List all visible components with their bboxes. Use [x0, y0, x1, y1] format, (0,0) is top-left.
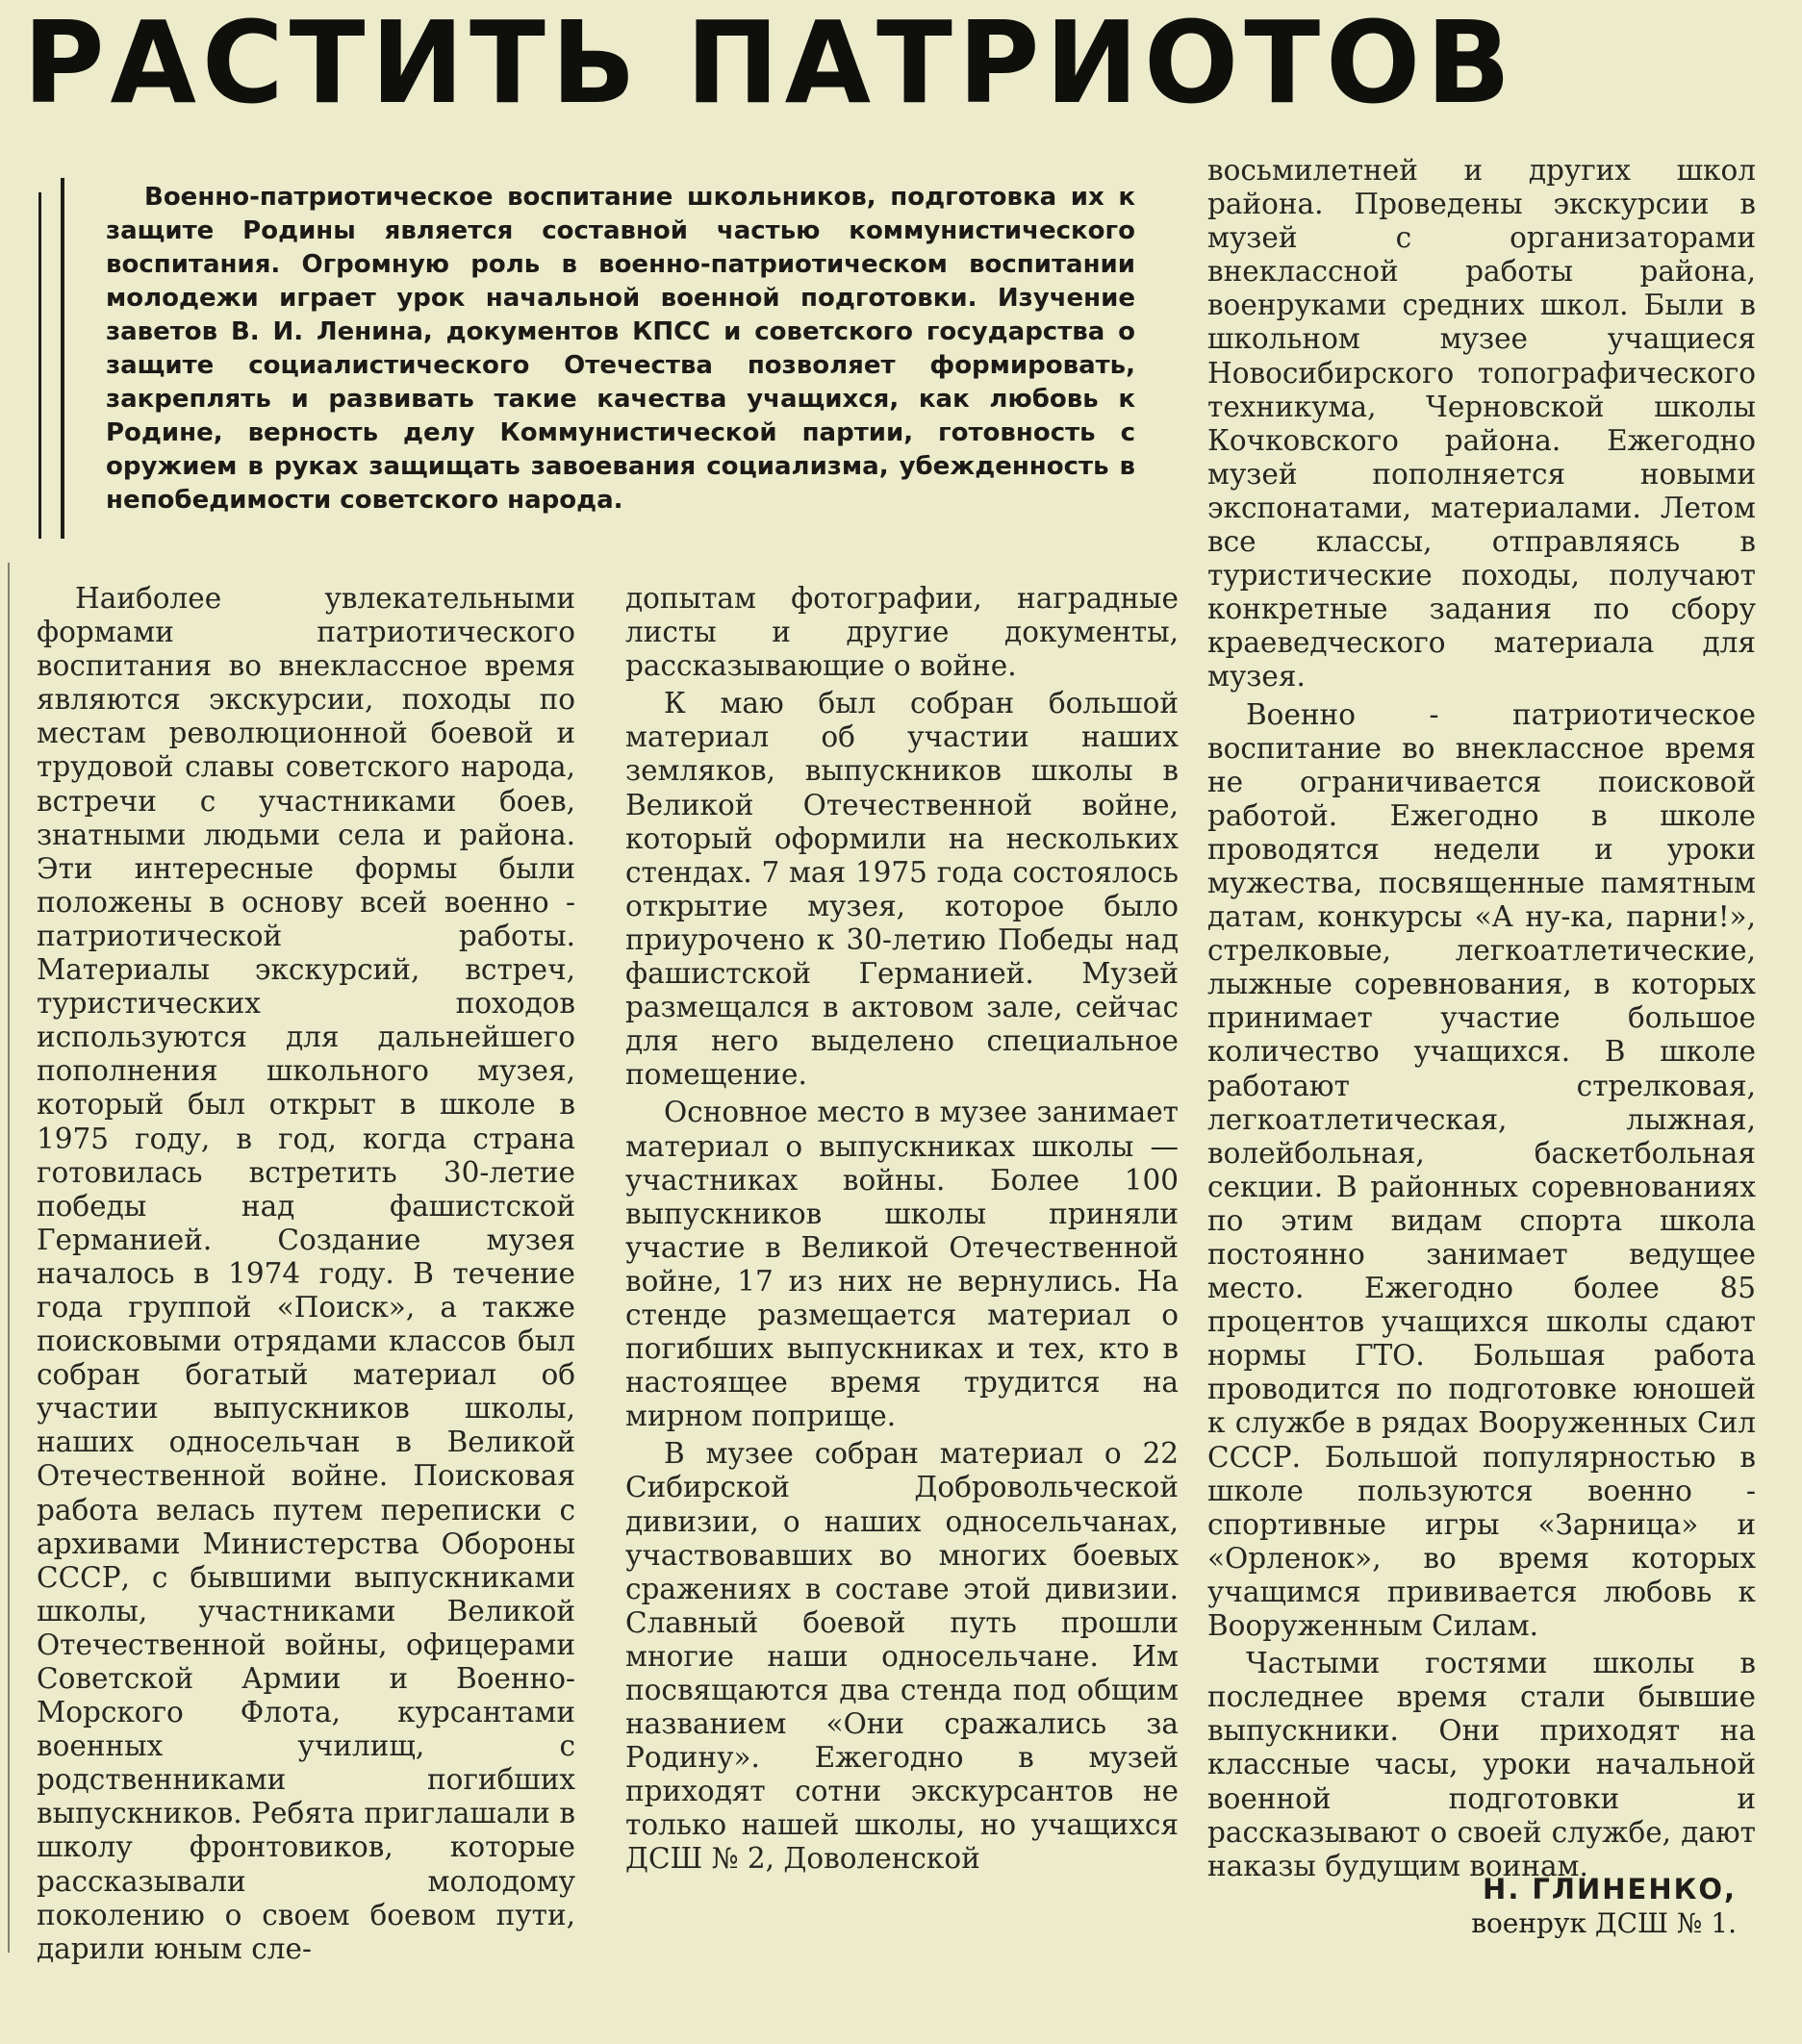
column3-paragraph: Военно - патриотическое воспитание во внеклассное время не ограничивается поисковой работой. Ежегодно в школе проводятся недели и уроки мужества, посвященные памятным датам, конкурсы «А ну-ка, парни!», стрелковые, легкоатлетические, лыжные соревнования, в которых принимает участие большое количество учащихся. В школе работают стрелковая, легкоатлетическая, лыжная, волейбольная, баскетбольная секции. В районных соревнованиях по этим видам спорта школа постоянно занимает ведущее место. Ежегодно более 85 процентов учащихся школы сдают нормы ГТО. Большая работа проводится по подготовке юношей к службе в рядах Вооруженных Сил СССР. Большой популярностью в школе пользуются военно - спортивные игры «Зарница» и «Орленок», во время которых учащимся прививается любовь к Вооруженным Силам.	[1207, 697, 1756, 1643]
column2-paragraph: Основное место в музее занимает материал о выпускниках школы — участниках войны. Более 100 выпускников школы приняли участие в Великой Отечественной войне, 17 из них не вернулись. На стенде размещается материал о погибших выпускниках и тех, кто в настоящее время трудится на мирном поприще.	[625, 1096, 1179, 1433]
article-column-2	[625, 582, 1179, 1877]
column3-paragraph: Частыми гостями школы в последнее время стали бывшие выпускники. Они приходят на классные часы, уроки начальной военной подготовки и рассказывают о своей службе, дают наказы будущим воинам.	[1207, 1647, 1756, 1882]
author-role: военрук ДСШ № 1.	[1471, 1907, 1737, 1939]
lead-rule-right	[61, 178, 64, 539]
page-edge-line	[8, 563, 10, 1953]
column2-paragraph: допытам фотографии, наградные листы и другие документы, рассказывающие о войне.	[625, 582, 1179, 683]
lead-rule-left	[38, 192, 41, 539]
article-column-3	[1207, 154, 1756, 1883]
lead-paragraph: Военно-патриотическое воспитание школьников, подготовка их к защите Родины является составной частью коммунистического воспитания. Огромную роль в военно-патриотическом воспитании молодежи играет урок начальной военной подготовки. Изучение заветов В. И. Ленина, документов КПСС и советского государства о защите социалистического Отечества позволяет формировать, закреплять и развивать такие качества учащихся, как любовь к Родине, верность делу Коммунистической партии, готовность с оружием в руках защищать завоевания социализма, убежденность в непобедимости советского народа.	[106, 183, 1135, 515]
author-signature	[1236, 1872, 1737, 1941]
author-name: Н. ГЛИНЕНКО,	[1483, 1873, 1737, 1905]
column2-paragraph: К маю был собран большой материал об участии наших земляков, выпускников школы в Великой Отечественной войне, который оформили на нескольких стендах. 7 мая 1975 года состоялось открытие музея, которое было приурочено к 30-летию Победы над фашистской Германией. Музей размещался в актовом зале, сейчас для него выделено специальное помещение.	[625, 687, 1179, 1092]
article-headline: РАСТИТЬ ПАТРИОТОВ	[22, 0, 1517, 129]
column1-paragraph: Наиболее увлекательными формами патриотического воспитания во внеклассное время являются экскурсии, походы по местам революционной боевой и трудовой славы советского народа, встречи с участниками боев, знатными людьми села и района. Эти интересные формы были положены в основу всей военно - патриотической работы. Материалы экскурсий, встреч, туристических походов используются для дальнейшего пополнения школьного музея, который был открыт в школе в 1975 году, в год, когда страна готовилась встретить 30-летие победы над фашистской Германией. Создание музея началось в 1974 году. В течение года группой «Поиск», а также поисковыми отрядами классов был собран богатый материал об участии выпускников школы, наших односельчан в Великой Отечественной войне. Поисковая работа велась путем переписки с архивами Министерства Обороны СССР, с бывшими выпускниками школы, участниками Великой Отечественной войны, офицерами Советской Армии и Военно-Морского Флота, курсантами военных училищ, с родственниками погибших выпускников. Ребята приглашали в школу фронтовиков, которые рассказывали молодому поколению о своем боевом пути, дарили юным сле-	[37, 582, 575, 1965]
article-column-1	[37, 582, 575, 1966]
column3-paragraph: восьмилетней и других школ района. Проведены экскурсии в музей с организаторами внеклассной работы района, военруками средних школ. Были в школьном музее учащиеся Новосибирского топографического техникума, Черновской школы Кочковского района. Ежегодно музей пополняется новыми экспонатами, материалами. Летом все классы, отправляясь в туристические походы, получают конкретные задания по сбору краеведческого материала для музея.	[1207, 154, 1756, 694]
column2-paragraph: В музее собран материал о 22 Сибирской Добровольческой дивизии, о наших односельчанах, участвовавших во многих боевых сражениях в составе этой дивизии. Славный боевой путь прошли многие наши односельчане. Им посвящаются два стенда под общим названием «Они сражались за Родину». Ежегодно в музей приходят сотни экскурсантов не только нашей школы, но учащихся ДСШ № 2, Доволенской	[625, 1437, 1179, 1876]
